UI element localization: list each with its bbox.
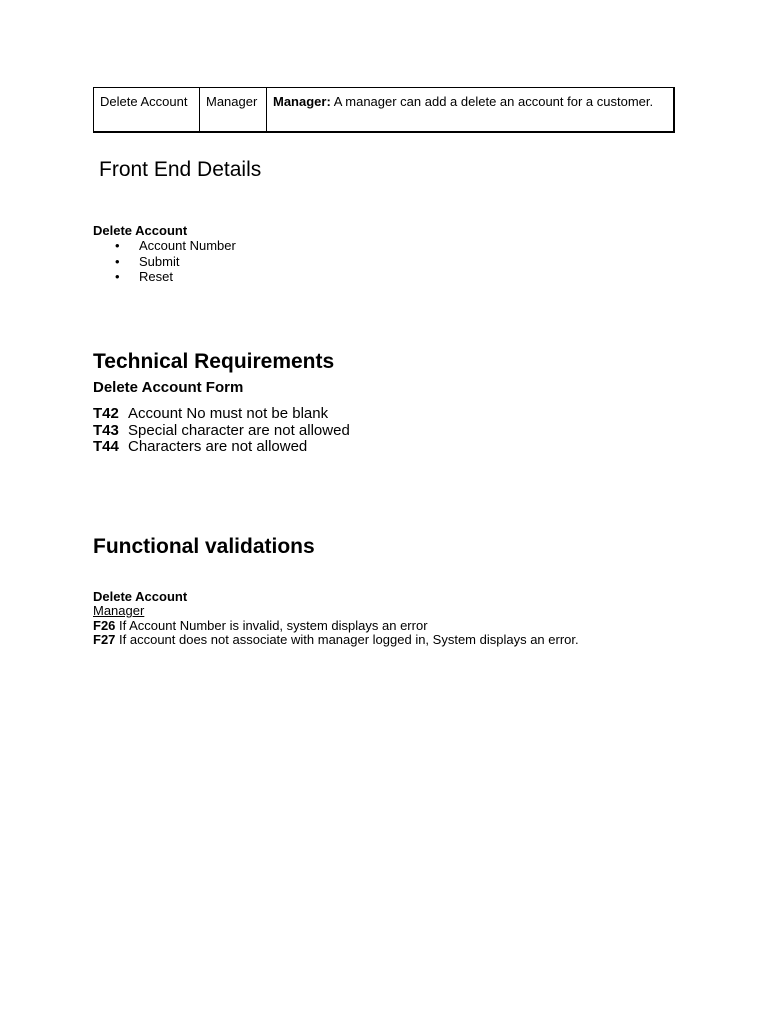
validation-text: If Account Number is invalid, system displays an error: [115, 617, 428, 633]
bullet-icon: •: [115, 269, 120, 284]
validation-id: F27: [93, 631, 116, 647]
list-item: [93, 238, 236, 254]
bullet-icon: •: [115, 253, 120, 269]
requirement-text: Account No must not be blank: [128, 405, 329, 422]
functional-list: [93, 590, 579, 647]
feature-cell: Delete Account: [94, 88, 200, 132]
functional-subheading: Delete Account: [93, 589, 188, 604]
description-role-label: Manager:: [273, 94, 331, 109]
list-item: [93, 406, 350, 423]
list-item: [93, 269, 236, 285]
description-cell: [267, 88, 675, 132]
requirements-table: [93, 87, 675, 133]
requirement-text: Characters are not allowed: [128, 438, 308, 456]
role-cell: Manager: [200, 88, 267, 132]
front-end-heading: Front End Details: [99, 158, 262, 181]
list-item-label: Account Number: [139, 238, 236, 253]
table-row: [94, 88, 675, 132]
validation-id: F26: [93, 617, 116, 633]
requirement-id: T44: [93, 438, 119, 456]
technical-heading: Technical Requirements: [93, 350, 335, 373]
bullet-icon: •: [115, 238, 120, 253]
front-end-subheading: Delete Account: [93, 223, 188, 238]
list-item: [93, 619, 579, 633]
list-item-label: Submit: [139, 253, 180, 269]
list-item: [93, 439, 350, 456]
list-item: [93, 423, 350, 440]
technical-subheading: Delete Account Form: [93, 379, 244, 396]
technical-list: [93, 406, 350, 456]
requirement-id: T43: [93, 421, 119, 439]
list-item: [93, 254, 236, 270]
functional-heading: Functional validations: [93, 535, 315, 558]
functional-role: Manager: [93, 603, 145, 619]
description-text: A manager can add a delete an account for a customer.: [330, 94, 654, 109]
list-item-label: Reset: [139, 269, 173, 284]
list-item: [93, 633, 579, 647]
requirement-text: Special character are not allowed: [128, 421, 350, 439]
requirement-id: T42: [93, 405, 119, 422]
front-end-list: [93, 238, 236, 285]
validation-text: If account does not associate with manager logged in, System displays an error.: [115, 631, 579, 647]
